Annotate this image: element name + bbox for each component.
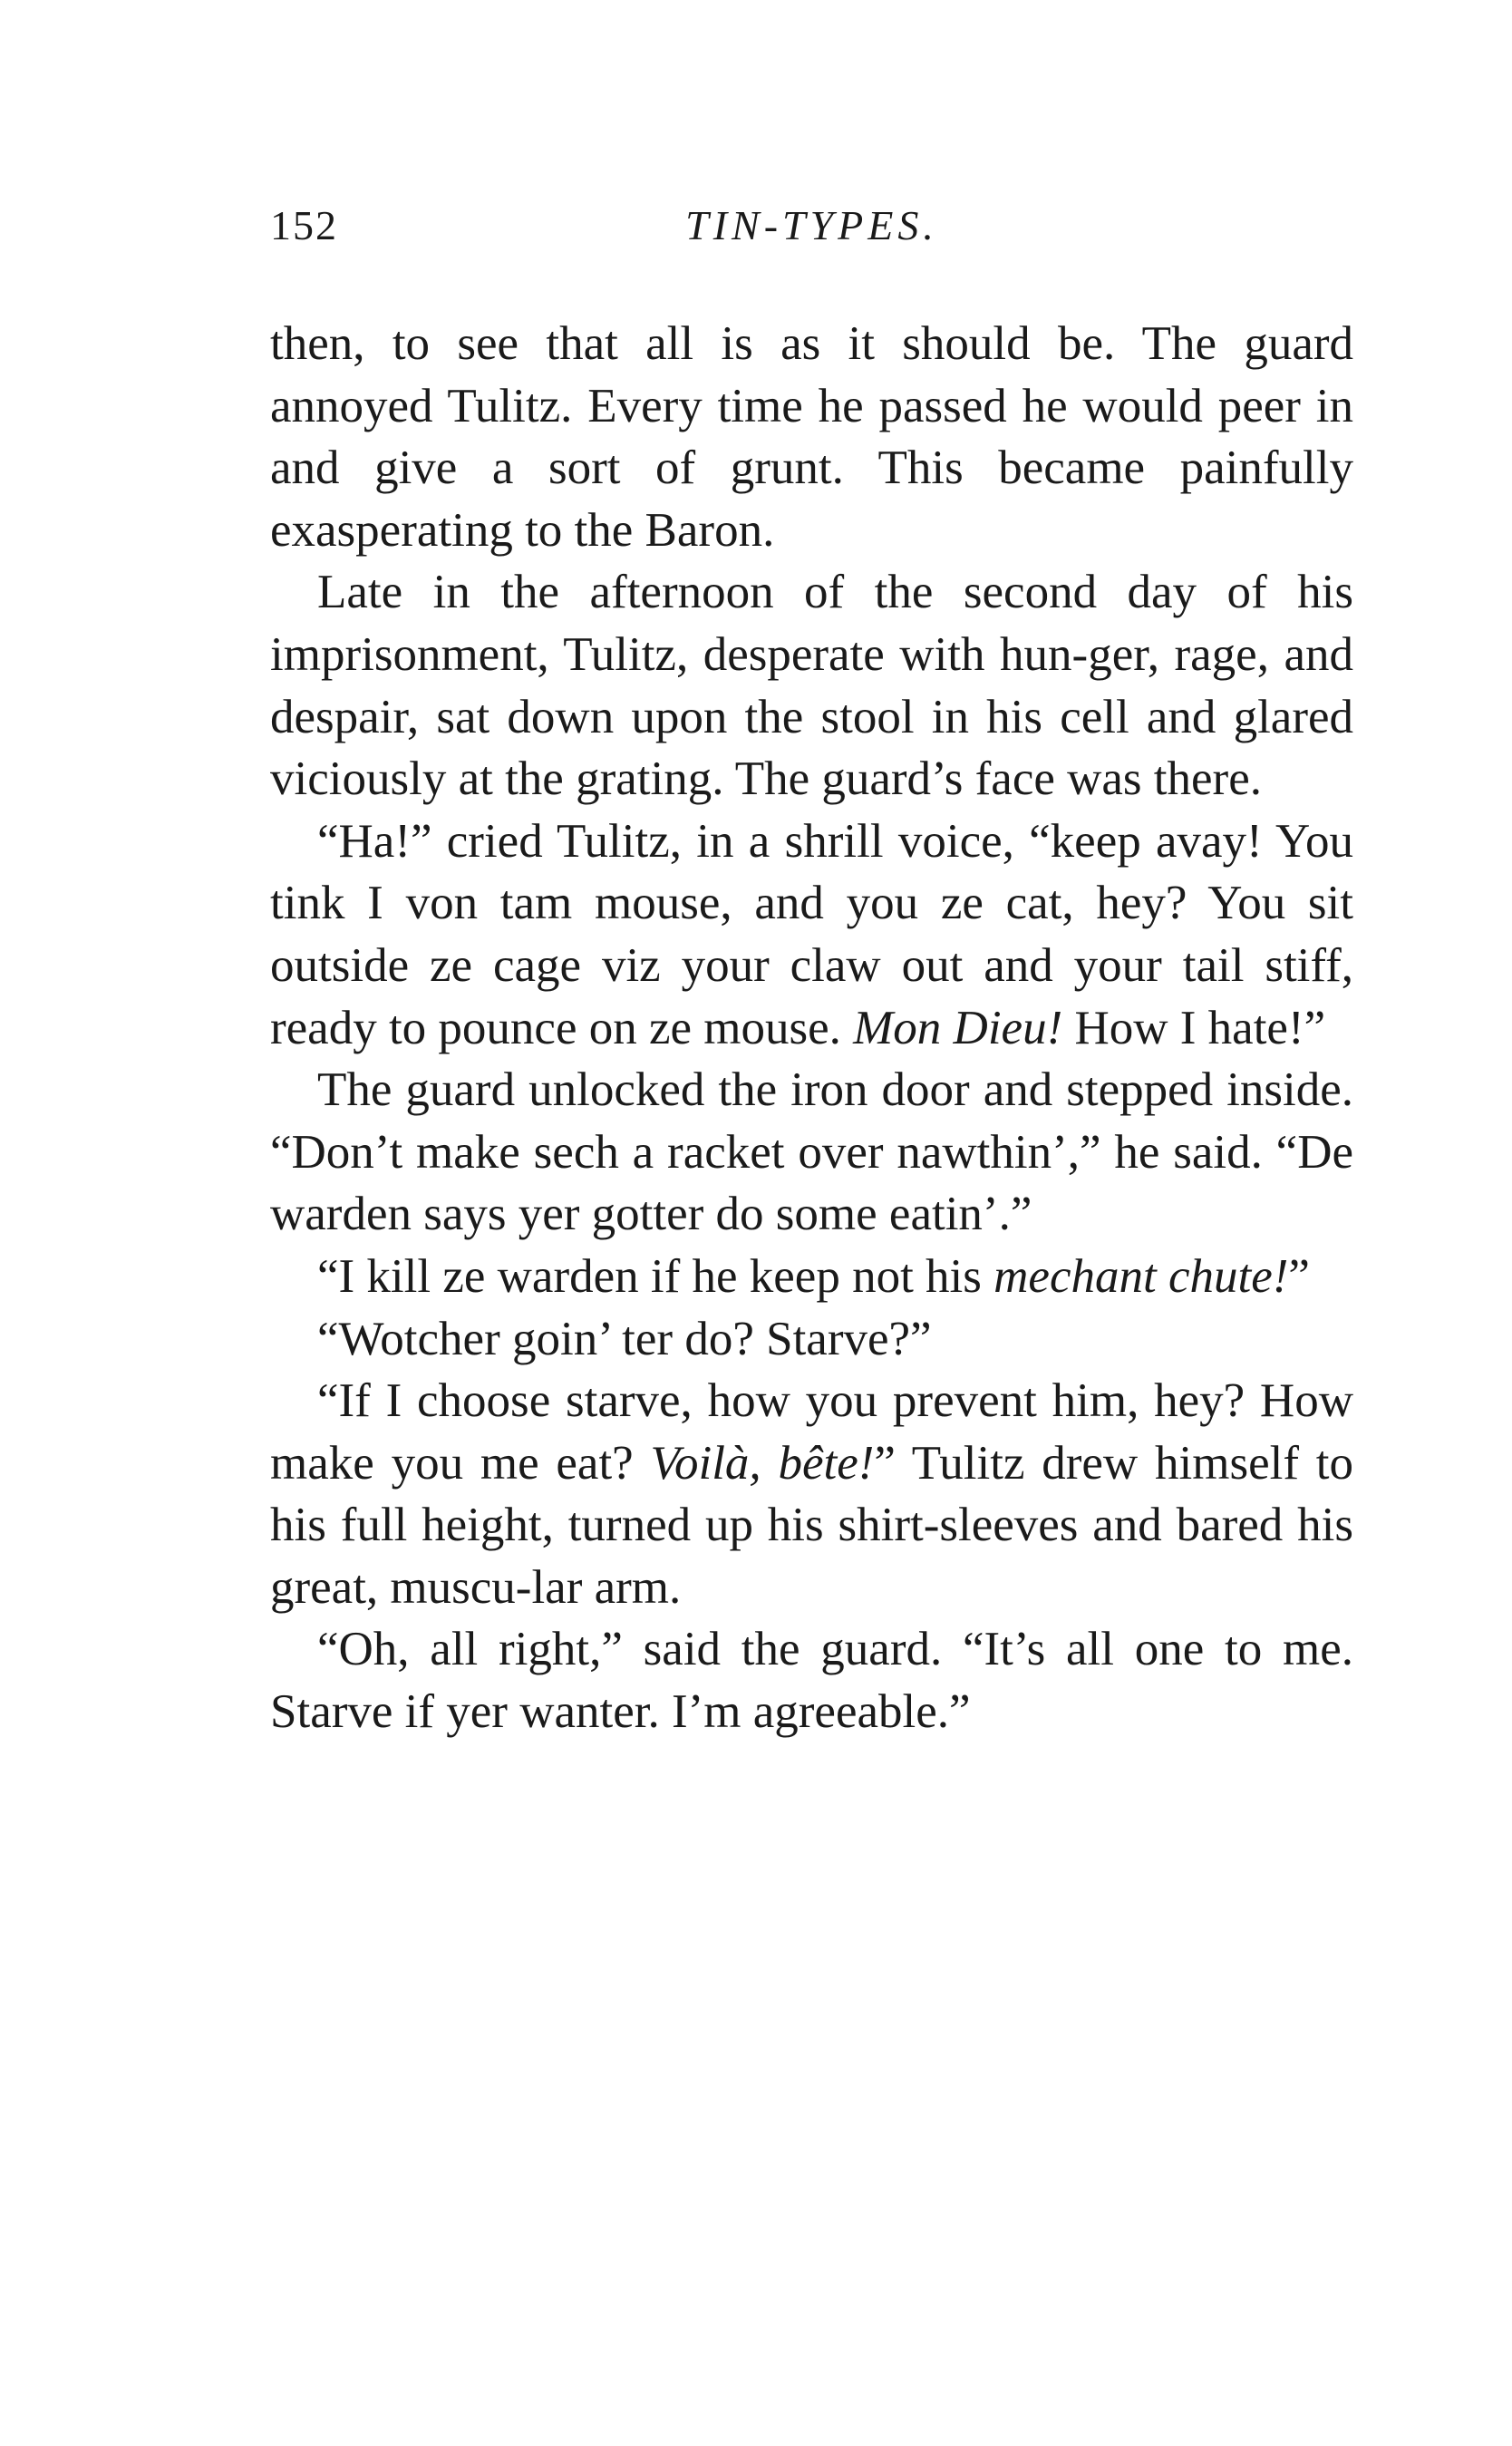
- page-header: [270, 201, 1353, 256]
- paragraph: [270, 810, 1353, 1059]
- paragraph: [270, 1370, 1353, 1618]
- text-segment: Late in the afternoon of the second day of his imprisonment, Tulitz, desperate with hun-ger, rage, and despair, sat down upon the stool in his cell and glared viciously at the grating. The guard’s face was there.: [270, 566, 1353, 806]
- running-title: TIN-TYPES.: [685, 202, 938, 248]
- text-segment: then, to see that all is as it should be. The guard annoyed Tulitz. Every time he passed he would peer in and give a sort of grunt. This became painfully exasperating to the Baron.: [270, 317, 1353, 557]
- body-text: [270, 313, 1353, 1743]
- text-segment: ” Tulitz drew himself to his full height, turned up his shirt-sleeves and bared his great, muscu-lar arm.: [270, 1436, 1353, 1614]
- paragraph: [270, 1059, 1353, 1246]
- paragraph: [270, 561, 1353, 810]
- text-segment: “Oh, all right,” said the guard. “It’s all one to me. Starve if yer wanter. I’m agreeable.”: [270, 1623, 1353, 1739]
- paragraph: [270, 313, 1353, 561]
- text-segment: How I hate!”: [1062, 1001, 1326, 1054]
- text-segment: The guard unlocked the iron door and stepped inside. “Don’t make sech a racket over nawthin’,” he said. “De warden says yer gotter do some eatin’.”: [270, 1063, 1353, 1241]
- text-segment: “Wotcher goin’ ter do? Starve?”: [317, 1312, 932, 1365]
- paragraph: [270, 1618, 1353, 1742]
- italic-phrase: Mon Dieu!: [853, 1001, 1063, 1054]
- paragraph: [270, 1246, 1353, 1308]
- italic-phrase: Voilà, bête!: [650, 1436, 875, 1490]
- text-segment: “I kill ze warden if he keep not his: [317, 1249, 994, 1303]
- paragraph: [270, 1308, 1353, 1371]
- italic-phrase: mechant chute!: [993, 1249, 1289, 1303]
- page-number: 152: [270, 202, 338, 248]
- text-segment: “If I choose starve, how you prevent him, hey? How make you me eat?: [270, 1374, 1353, 1490]
- text-segment: ”: [1288, 1249, 1310, 1303]
- text-segment: “Ha!” cried Tulitz, in a shrill voice, “keep avay! You tink I von tam mouse, and you ze cat, hey? You sit outside ze cage viz your claw out and your tail stiff, ready to pounce on ze mouse.: [270, 814, 1353, 1054]
